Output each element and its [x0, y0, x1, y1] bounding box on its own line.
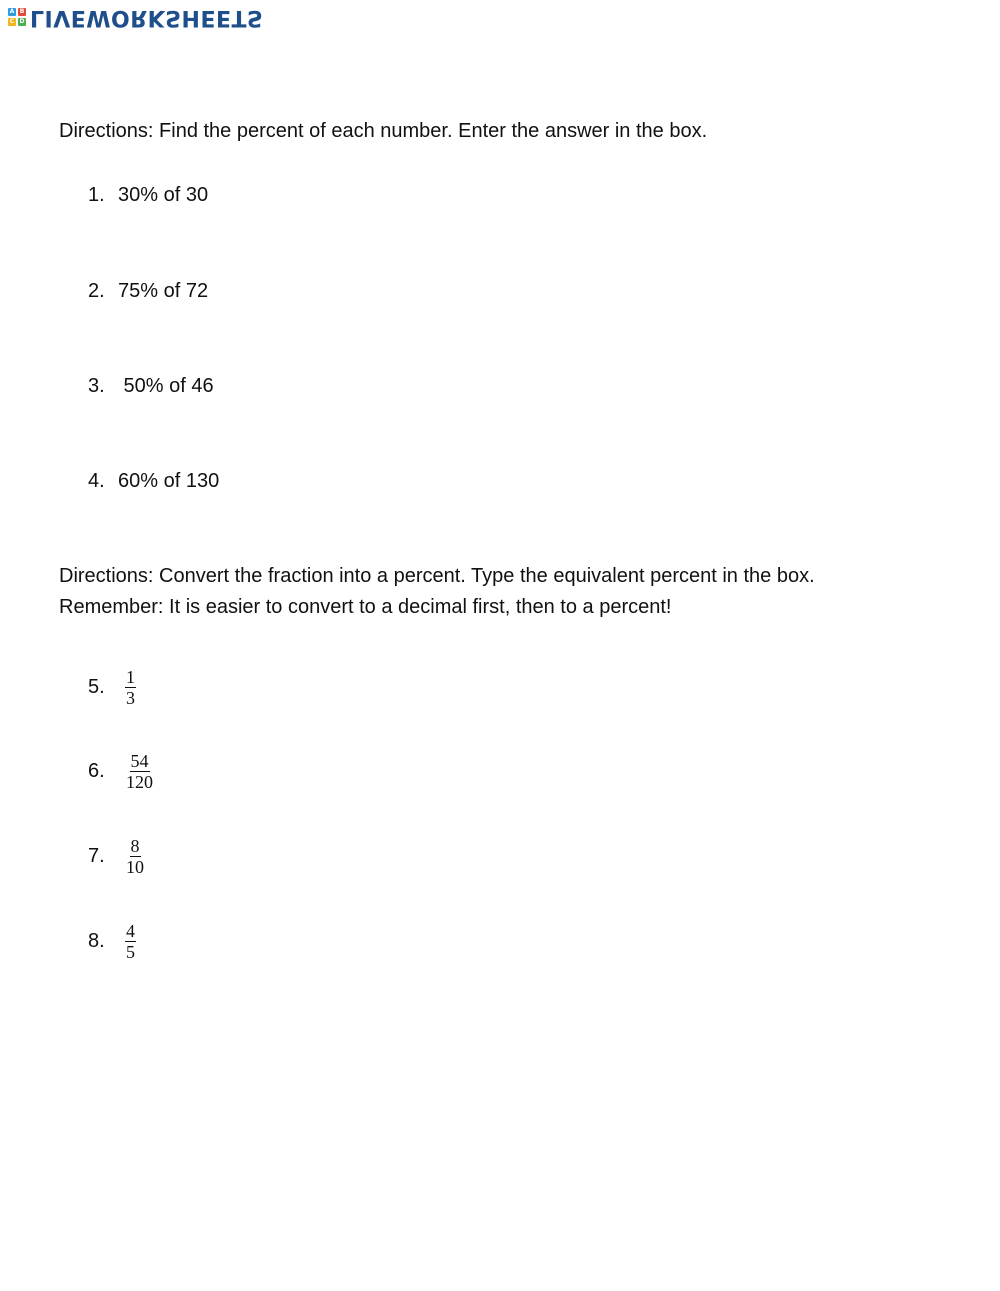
problem-6 [88, 752, 154, 791]
problem-number: 1. [88, 184, 105, 206]
problem-8 [88, 922, 136, 961]
logo-block-d: D [19, 18, 25, 25]
problem-number: 2. [88, 280, 105, 302]
section1-directions: Directions: Find the percent of each number. Enter the answer in the box. [59, 120, 708, 142]
problem-text: 60% of 130 [118, 470, 220, 492]
problem-text: 50% of 46 [118, 375, 214, 397]
problem-4 [88, 469, 219, 493]
fraction-numerator: 4 [126, 921, 135, 941]
logo-blocks-icon [8, 8, 26, 26]
problem-text: 75% of 72 [118, 280, 209, 302]
fraction-denominator: 120 [126, 772, 153, 792]
fraction [125, 837, 145, 876]
section2-directions-line1: Directions: Convert the fraction into a percent. Type the equivalent percent in the box. [59, 565, 815, 587]
problem-1 [88, 183, 208, 207]
problem-number: 3. [88, 375, 105, 397]
logo-block-b: B [19, 8, 25, 15]
section2-directions-line2: Remember: It is easier to convert to a decimal first, then to a percent! [59, 596, 672, 618]
problem-7 [88, 837, 145, 876]
fraction-numerator: 54 [130, 751, 149, 771]
problem-3 [88, 374, 214, 398]
fraction [125, 752, 154, 791]
fraction-denominator: 3 [126, 688, 135, 708]
fraction-numerator: 1 [126, 667, 135, 687]
problem-number: 8. [88, 930, 105, 952]
logo-text: LIVEWORKSHEETS [30, 5, 264, 30]
problem-number: 4. [88, 470, 105, 492]
problem-number: 5. [88, 676, 105, 698]
fraction-denominator: 5 [126, 942, 135, 962]
liveworksheets-logo [8, 4, 263, 30]
problem-text: 30% of 30 [118, 184, 209, 206]
problem-number: 6. [88, 760, 105, 782]
fraction [125, 922, 136, 961]
logo-block-c: C [9, 18, 15, 25]
problem-2 [88, 279, 208, 303]
logo-block-a: A [9, 8, 15, 15]
fraction [125, 668, 136, 707]
fraction-denominator: 10 [126, 857, 144, 877]
fraction-numerator: 8 [130, 836, 140, 856]
problem-number: 7. [88, 845, 105, 867]
problem-5 [88, 668, 136, 707]
